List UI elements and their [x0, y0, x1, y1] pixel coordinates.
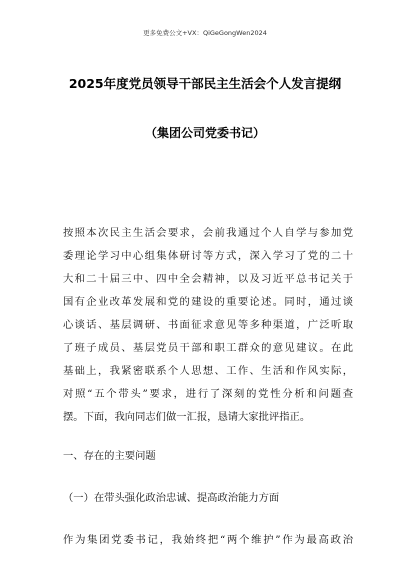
intro-paragraph-line: 大和二十届三中、四中全会精神，以及习近平总书记关于 [63, 273, 353, 285]
intro-paragraph-line: 摆。下面，我向同志们做一汇报，恳请大家批评指正。 [63, 411, 311, 423]
intro-paragraph-line: 委理论学习中心组集体研讨等方式，深入学习了党的二十 [63, 250, 353, 262]
intro-paragraph-line: 国有企业改革发展和党的建设的重要论述。同时，通过谈 [63, 296, 353, 308]
document-subtitle: （集团公司党委书记） [144, 126, 265, 140]
subsection-heading: （一）在带头强化政治忠诚、提高政治能力方面 [63, 492, 280, 504]
intro-paragraph-line: 按照本次民主生活会要求，会前我通过个人自学与参加党 [63, 227, 353, 239]
intro-paragraph-line: 心谈话、基层调研、书面征求意见等多种渠道，广泛听取 [63, 319, 353, 331]
intro-paragraph-line: 了班子成员、基层党员干部和职工群众的意见建议。在此 [63, 342, 353, 354]
document-title: 2025年度党员领导干部民主生活会个人发言提纲 [68, 76, 342, 91]
intro-paragraph-line: 对照“五个带头”要求，进行了深刻的党性分析和问题查 [63, 388, 353, 400]
body-paragraph-line: 作为集团党委书记，我始终把“两个维护”作为最高政治 [63, 534, 353, 546]
intro-paragraph-line: 基础上，我紧密联系个人思想、工作、生活和作风实际， [63, 365, 353, 377]
section-heading: 一、存在的主要问题 [63, 450, 156, 462]
header-note: 更多免费公文+VX：QiGeGongWen2024 [143, 29, 267, 37]
